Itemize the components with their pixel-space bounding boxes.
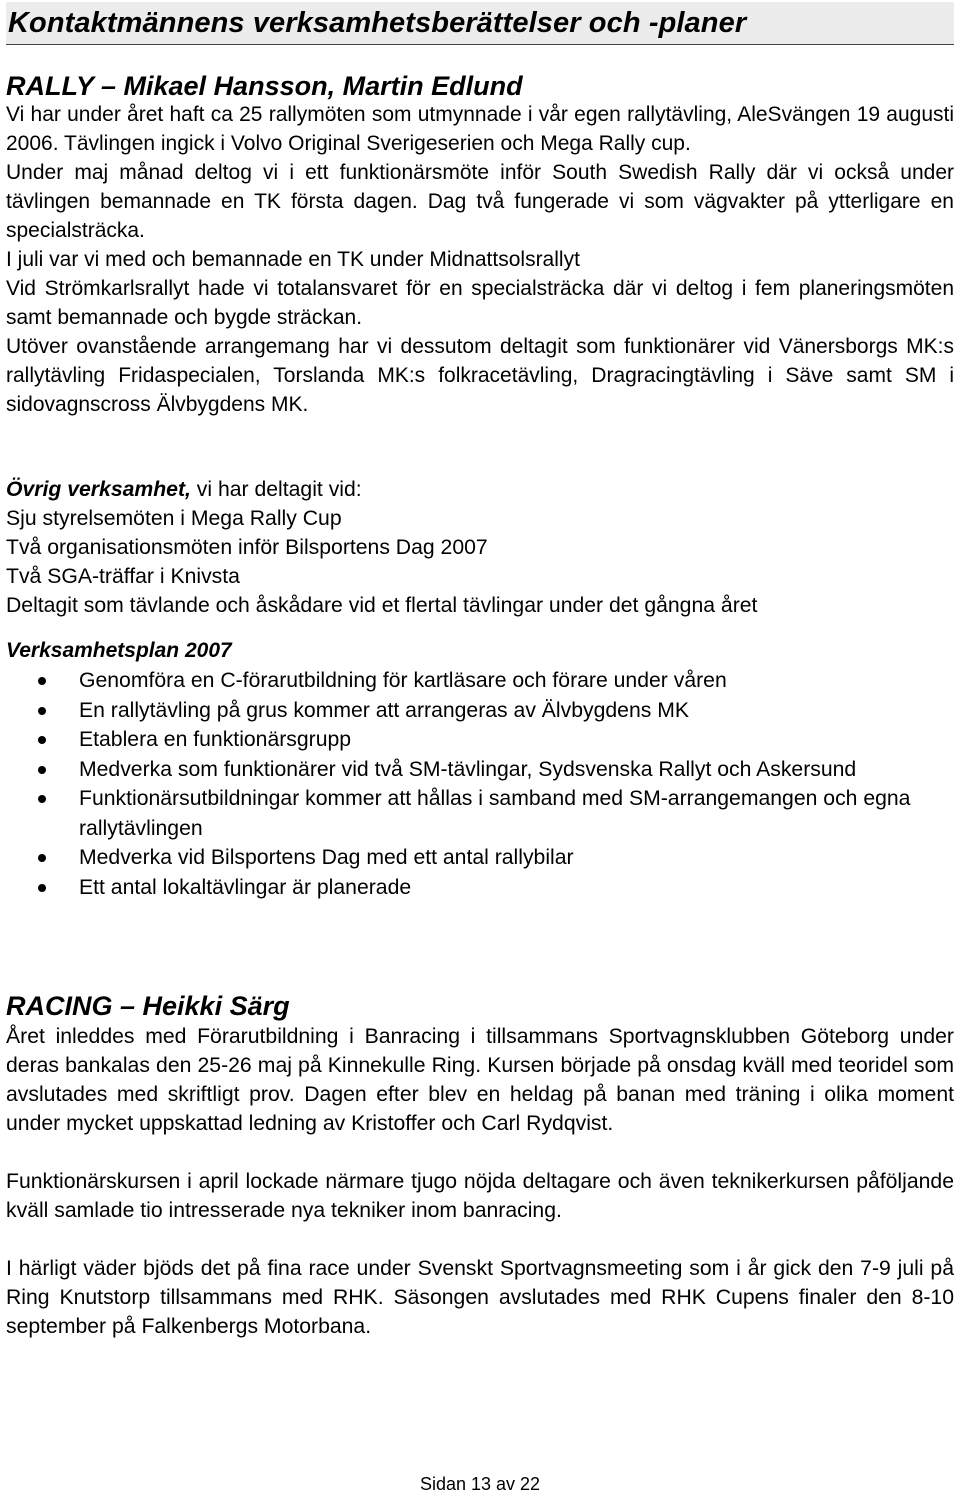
rally-heading: RALLY – Mikael Hansson, Martin Edlund xyxy=(6,71,523,101)
rally-paragraph: I juli var vi med och bemannade en TK under Midnattsolsrallyt xyxy=(6,248,580,271)
list-item-text: En rallytävling på grus kommer att arrangeras av Älvbygdens MK xyxy=(79,698,689,722)
ovrig-item: Två SGA-träffar i Knivsta xyxy=(6,565,240,588)
bullet-icon xyxy=(38,854,46,862)
list-item-text: Medverka vid Bilsportens Dag med ett antal rallybilar xyxy=(79,846,574,869)
list-item xyxy=(6,755,954,785)
ovrig-item: Deltagit som tävlande och åskådare vid et flertal tävlingar under det gångna året xyxy=(6,594,758,617)
bullet-icon xyxy=(38,795,46,803)
bullet-icon xyxy=(38,884,46,892)
list-item-text: Funktionärsutbildningar kommer att hållas i samband med SM-arrangemangen och egna rallytävlingen xyxy=(79,787,911,840)
list-item xyxy=(6,873,954,903)
bullet-icon xyxy=(38,677,46,685)
plan-list xyxy=(6,666,954,902)
rally-body xyxy=(6,100,954,419)
ovrig-intro-text: vi har deltagit vid: xyxy=(190,478,362,501)
list-item xyxy=(6,696,954,726)
rally-paragraph: Utöver ovanstående arrangemang har vi dessutom deltagit som funktionärer vid Vänersborgs MK:s rallytävling Fridaspecialen, Torslanda MK:s folkracetävling, Dragracingtävling i Säve samt SM i sidovagnscross Älvbygdens MK. xyxy=(6,335,954,416)
bullet-icon xyxy=(38,707,46,715)
rally-section xyxy=(6,70,954,419)
list-item-text: Etablera en funktionärsgrupp xyxy=(79,728,352,751)
racing-section xyxy=(6,990,954,1341)
bullet-icon xyxy=(38,766,46,774)
ovrig-item: Sju styrelsemöten i Mega Rally Cup xyxy=(6,507,342,530)
page-footer: Sidan 13 av 22 xyxy=(419,1474,541,1494)
rally-paragraph: Under maj månad deltog vi i ett funktionärsmöte inför South Swedish Rally där vi också under tävlingen bemannade en TK första dagen. Dag två fungerade vi som vägvakter på ytterligare en specialsträcka. xyxy=(6,161,954,242)
list-item xyxy=(6,666,954,696)
plan-section xyxy=(6,636,954,902)
page-title: Kontaktmännens verksamhetsberättelser och -planer xyxy=(8,7,747,39)
title-bar xyxy=(6,2,954,45)
ovrig-label: Övrig verksamhet, xyxy=(6,478,191,501)
racing-paragraph: Året inleddes med Förarutbildning i Banracing i tillsammans Sportvagnsklubben Göteborg under deras bankalas den 25-26 maj på Kinnekulle Ring. Kursen började på onsdag kväll med teoridel som avslutades med skriftligt prov. Dagen efter blev en heldag på banan med träning i olika moment under mycket uppskattad ledning av Kristoffer och Carl Rydqvist. xyxy=(6,1025,954,1135)
bullet-icon xyxy=(38,736,46,744)
plan-heading: Verksamhetsplan 2007 xyxy=(6,639,232,662)
list-item xyxy=(6,725,954,755)
list-item-text: Ett antal lokaltävlingar är planerade xyxy=(79,875,412,899)
racing-paragraph: Funktionärskursen i april lockade närmare tjugo nöjda deltagare och även teknikerkursen påföljande kväll samlade tio intresserade nya tekniker inom banracing. xyxy=(6,1170,954,1222)
ovrig-section xyxy=(6,475,954,620)
rally-paragraph: Vi har under året haft ca 25 rallymöten som utmynnade i vår egen rallytävling, AleSvängen 19 augusti 2006. Tävlingen ingick i Volvo Original Sverigeserien och Mega Rally cup. xyxy=(6,103,954,155)
ovrig-item: Två organisationsmöten inför Bilsportens Dag 2007 xyxy=(6,536,488,559)
rally-paragraph: Vid Strömkarlsrallyt hade vi totalansvaret för en specialsträcka där vi deltog i fem planeringsmöten samt bemannade och bygde sträckan. xyxy=(6,277,954,329)
ovrig-intro xyxy=(6,475,954,504)
list-item-text: Medverka som funktionärer vid två SM-tävlingar, Sydsvenska Rallyt och Askersund xyxy=(79,757,857,781)
racing-paragraph: I härligt väder bjöds det på fina race under Svenskt Sportvagnsmeeting som i år gick den 7-9 juli på Ring Knutstorp tillsammans med RHK. Säsongen avslutades med RHK Cupens finaler den 8-10 september på Falkenbergs Motorbana. xyxy=(6,1257,954,1338)
list-item xyxy=(6,843,954,873)
list-item xyxy=(6,784,954,843)
racing-heading: RACING – Heikki Särg xyxy=(6,991,290,1021)
list-item-text: Genomföra en C-förarutbildning för kartläsare och förare under våren xyxy=(79,669,727,692)
